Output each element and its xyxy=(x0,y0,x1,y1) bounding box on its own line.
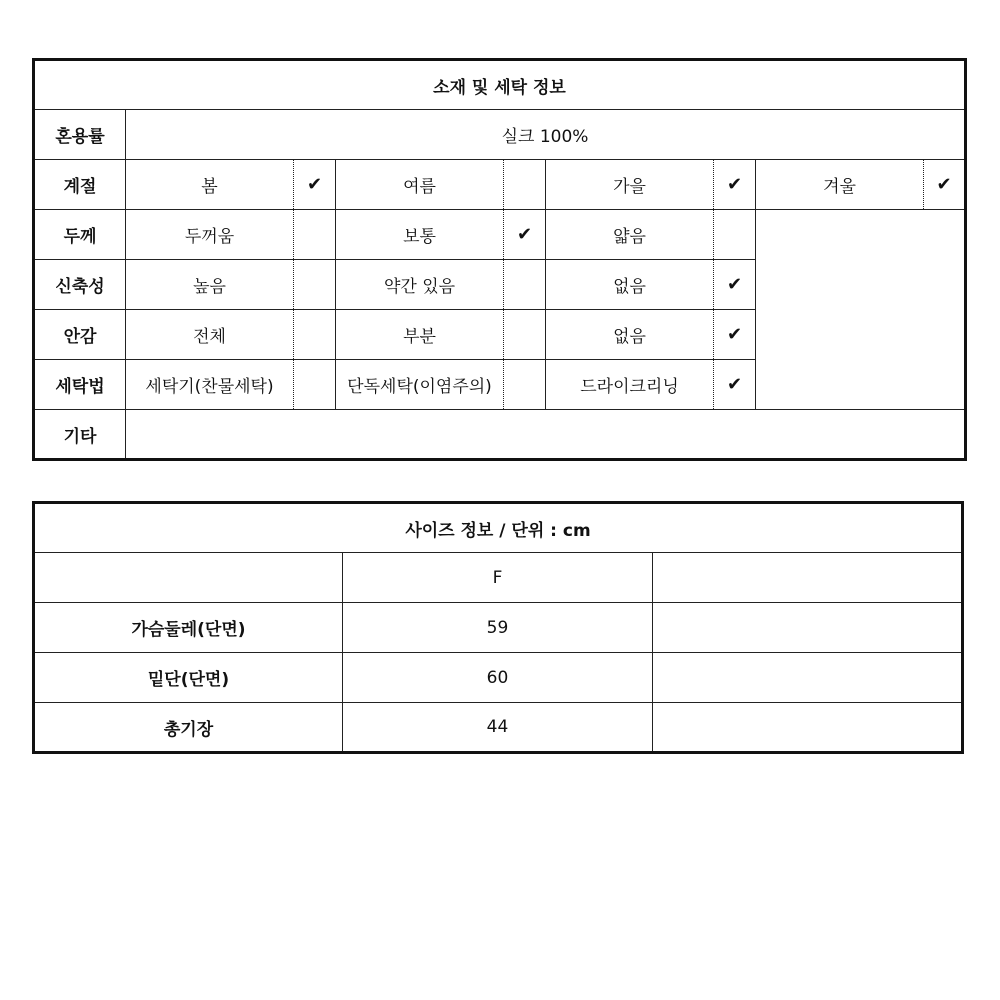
check-mark-icon xyxy=(294,210,336,260)
size-row-chest xyxy=(34,603,963,653)
option-label: 겨울 xyxy=(756,160,924,210)
care-row-etc xyxy=(34,410,966,460)
size-header-cell xyxy=(653,553,963,603)
row-label: 안감 xyxy=(34,310,126,360)
check-mark-icon xyxy=(504,160,546,210)
check-mark-icon xyxy=(294,310,336,360)
option-label: 전체 xyxy=(126,310,294,360)
option-label: 약간 있음 xyxy=(336,260,504,310)
row-label: 계절 xyxy=(34,160,126,210)
option-label: 보통 xyxy=(336,210,504,260)
option-label: 없음 xyxy=(546,310,714,360)
row-label: 신축성 xyxy=(34,260,126,310)
size-label: 밑단(단면) xyxy=(34,653,343,703)
size-info-table xyxy=(32,501,964,754)
check-mark-icon: ✔ xyxy=(714,310,756,360)
size-header-cell xyxy=(34,553,343,603)
care-row-thickness xyxy=(34,210,966,260)
empty-block xyxy=(756,210,966,410)
option-label: 부분 xyxy=(336,310,504,360)
option-label: 두꺼움 xyxy=(126,210,294,260)
option-label: 얇음 xyxy=(546,210,714,260)
check-mark-icon xyxy=(504,360,546,410)
size-row-hem xyxy=(34,653,963,703)
check-mark-icon xyxy=(294,360,336,410)
row-label: 혼용률 xyxy=(34,110,126,160)
check-mark-icon: ✔ xyxy=(714,260,756,310)
check-mark-icon: ✔ xyxy=(504,210,546,260)
check-mark-icon xyxy=(714,210,756,260)
check-mark-icon: ✔ xyxy=(294,160,336,210)
care-row-season xyxy=(34,160,966,210)
option-label: 세탁기(찬물세탁) xyxy=(126,360,294,410)
size-value: 60 xyxy=(343,653,653,703)
size-title: 사이즈 정보 / 단위 : cm xyxy=(34,503,963,553)
care-title: 소재 및 세탁 정보 xyxy=(34,60,966,110)
row-label: 기타 xyxy=(34,410,126,460)
size-value: 59 xyxy=(343,603,653,653)
check-mark-icon xyxy=(504,260,546,310)
care-row-material xyxy=(34,110,966,160)
size-label: 가슴둘레(단면) xyxy=(34,603,343,653)
option-label: 봄 xyxy=(126,160,294,210)
care-info-table xyxy=(32,58,967,461)
size-header-cell: F xyxy=(343,553,653,603)
row-label: 두께 xyxy=(34,210,126,260)
option-label: 단독세탁(이염주의) xyxy=(336,360,504,410)
check-mark-icon: ✔ xyxy=(714,360,756,410)
row-label: 세탁법 xyxy=(34,360,126,410)
size-extra xyxy=(653,703,963,753)
material-value: 실크 100% xyxy=(126,110,966,160)
option-label: 높음 xyxy=(126,260,294,310)
option-label: 없음 xyxy=(546,260,714,310)
size-value: 44 xyxy=(343,703,653,753)
size-label: 총기장 xyxy=(34,703,343,753)
check-mark-icon xyxy=(504,310,546,360)
etc-value xyxy=(126,410,966,460)
size-header-row xyxy=(34,553,963,603)
option-label: 여름 xyxy=(336,160,504,210)
check-mark-icon: ✔ xyxy=(714,160,756,210)
size-extra xyxy=(653,653,963,703)
size-row-length xyxy=(34,703,963,753)
option-label: 드라이크리닝 xyxy=(546,360,714,410)
check-mark-icon: ✔ xyxy=(924,160,966,210)
size-extra xyxy=(653,603,963,653)
option-label: 가을 xyxy=(546,160,714,210)
check-mark-icon xyxy=(294,260,336,310)
